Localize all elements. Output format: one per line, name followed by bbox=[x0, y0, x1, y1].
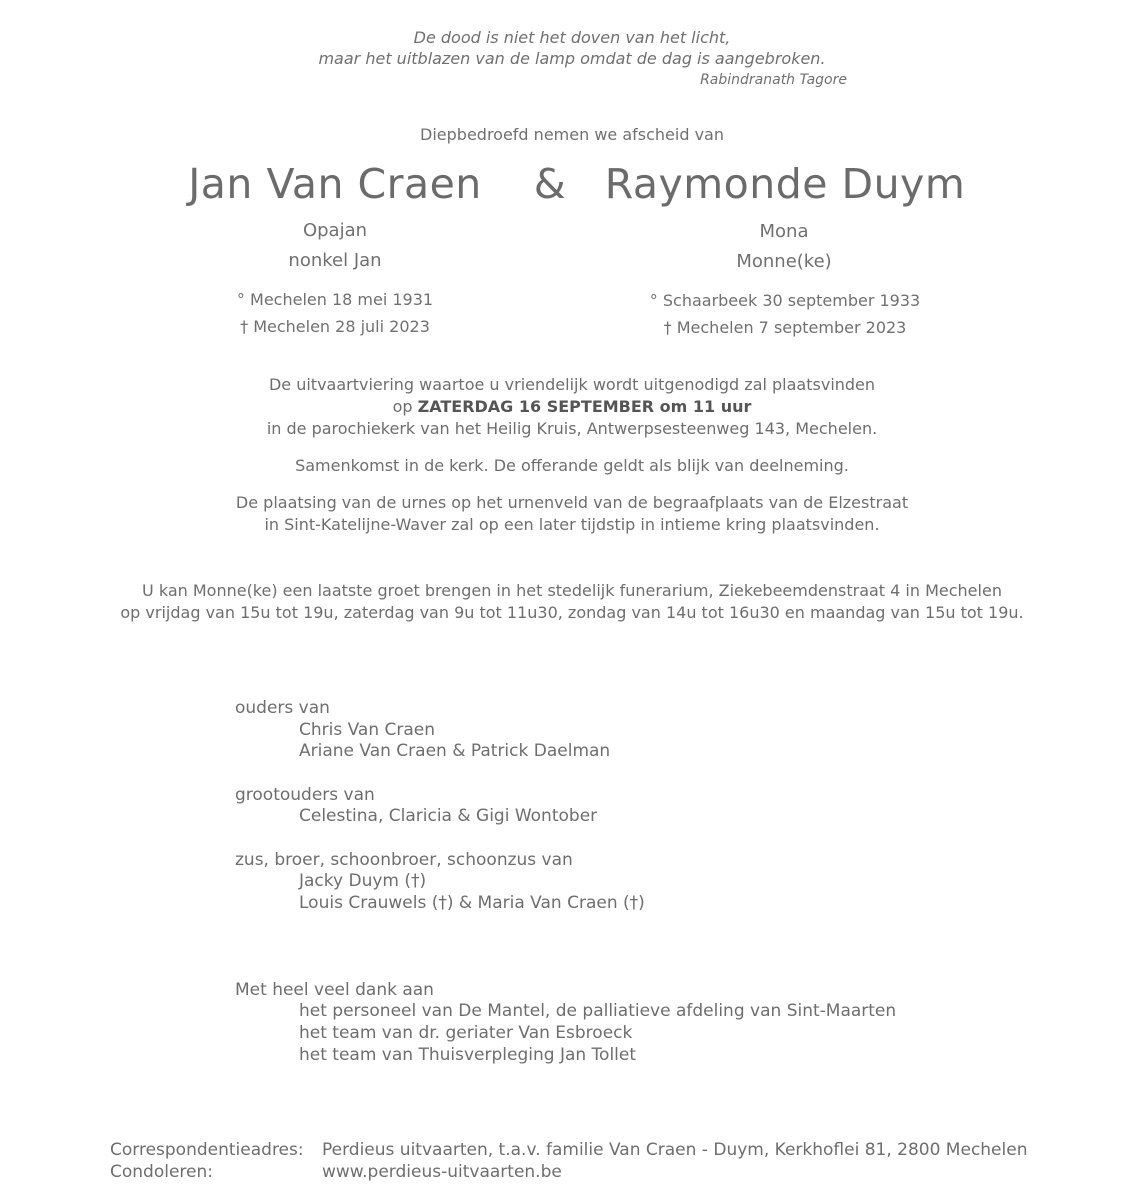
relation-item: Chris Van Craen bbox=[299, 720, 436, 740]
intro-text: Diepbedroefd nemen we afscheid van bbox=[420, 125, 724, 144]
footer-condole-link[interactable]: www.perdieus-uitvaarten.be bbox=[322, 1162, 562, 1182]
right-died: † Mechelen 7 september 2023 bbox=[663, 318, 907, 337]
relation-head-siblings: zus, broer, schoonbroer, schoonzus van bbox=[235, 850, 573, 870]
relation-item: Ariane Van Craen & Patrick Daelman bbox=[299, 741, 611, 761]
relation-item: Louis Crauwels (†) & Maria Van Craen (†) bbox=[299, 893, 645, 913]
footer-address-value: Perdieus uitvaarten, t.a.v. familie Van Craen - Duym, Kerkhoflei 81, 2800 Mechelen bbox=[322, 1140, 1028, 1160]
ampersand: & bbox=[533, 160, 567, 208]
relation-item: Jacky Duym (†) bbox=[299, 871, 427, 891]
relation-item: Celestina, Claricia & Gigi Wontober bbox=[299, 806, 598, 826]
left-nick-1: Opajan bbox=[302, 220, 368, 241]
relation-head-parents: ouders van bbox=[235, 698, 330, 718]
gathering-text: Samenkomst in de kerk. De offerande geldt als blijk van deelneming. bbox=[295, 456, 849, 475]
right-nick-1: Mona bbox=[759, 221, 809, 242]
thanks-head: Met heel veel dank aan bbox=[235, 980, 434, 1000]
thanks-item: het team van Thuisverpleging Jan Tollet bbox=[299, 1045, 637, 1065]
name-left: Jan Van Craen bbox=[188, 160, 482, 208]
footer-address-label: Correspondentieadres: bbox=[110, 1140, 304, 1160]
quote-line-1: De dood is niet het doven van het licht, bbox=[413, 28, 731, 47]
ceremony-line-3: in de parochiekerk van het Heilig Kruis, Antwerpsesteenweg 143, Mechelen. bbox=[266, 419, 878, 438]
left-died: † Mechelen 28 juli 2023 bbox=[240, 317, 430, 336]
quote-line-2: maar het uitblazen van de lamp omdat de dag is aangebroken. bbox=[318, 49, 826, 68]
right-nick-2: Monne(ke) bbox=[736, 251, 832, 272]
right-born: ° Schaarbeek 30 september 1933 bbox=[649, 291, 921, 310]
ceremony-line-1: De uitvaartviering waartoe u vriendelijk wordt uitgenodigd zal plaatsvinden bbox=[268, 375, 876, 394]
ceremony-line-2 bbox=[0, 396, 1144, 418]
ceremony-line-2-prefix: op bbox=[392, 397, 418, 416]
funerarium-line-2: op vrijdag van 15u tot 19u, zaterdag van 9u tot 11u30, zondag van 14u tot 16u30 en maandag van 15u tot 19u. bbox=[120, 603, 1024, 622]
thanks-item: het team van dr. geriater Van Esbroeck bbox=[299, 1023, 633, 1043]
urns-line-2: in Sint-Katelijne-Waver zal op een later tijdstip in intieme kring plaatsvinden. bbox=[264, 515, 880, 534]
left-born: ° Mechelen 18 mei 1931 bbox=[236, 290, 434, 309]
urns-line-1: De plaatsing van de urnes op het urnenveld van de begraafplaats van de Elzestraat bbox=[235, 493, 909, 512]
ceremony-date-time: ZATERDAG 16 SEPTEMBER om 11 uur bbox=[417, 397, 752, 416]
relation-head-grandparents: grootouders van bbox=[235, 785, 375, 805]
left-nick-2: nonkel Jan bbox=[288, 250, 382, 271]
thanks-item: het personeel van De Mantel, de palliatieve afdeling van Sint-Maarten bbox=[299, 1001, 897, 1021]
footer-condole-label: Condoleren: bbox=[110, 1162, 213, 1182]
quote-author: Rabindranath Tagore bbox=[700, 72, 847, 88]
name-right: Raymonde Duym bbox=[604, 160, 966, 208]
funerarium-line-1: U kan Monne(ke) een laatste groet brengen in het stedelijk funerarium, Ziekebeemdenstraat 4 in Mechelen bbox=[142, 581, 1002, 600]
